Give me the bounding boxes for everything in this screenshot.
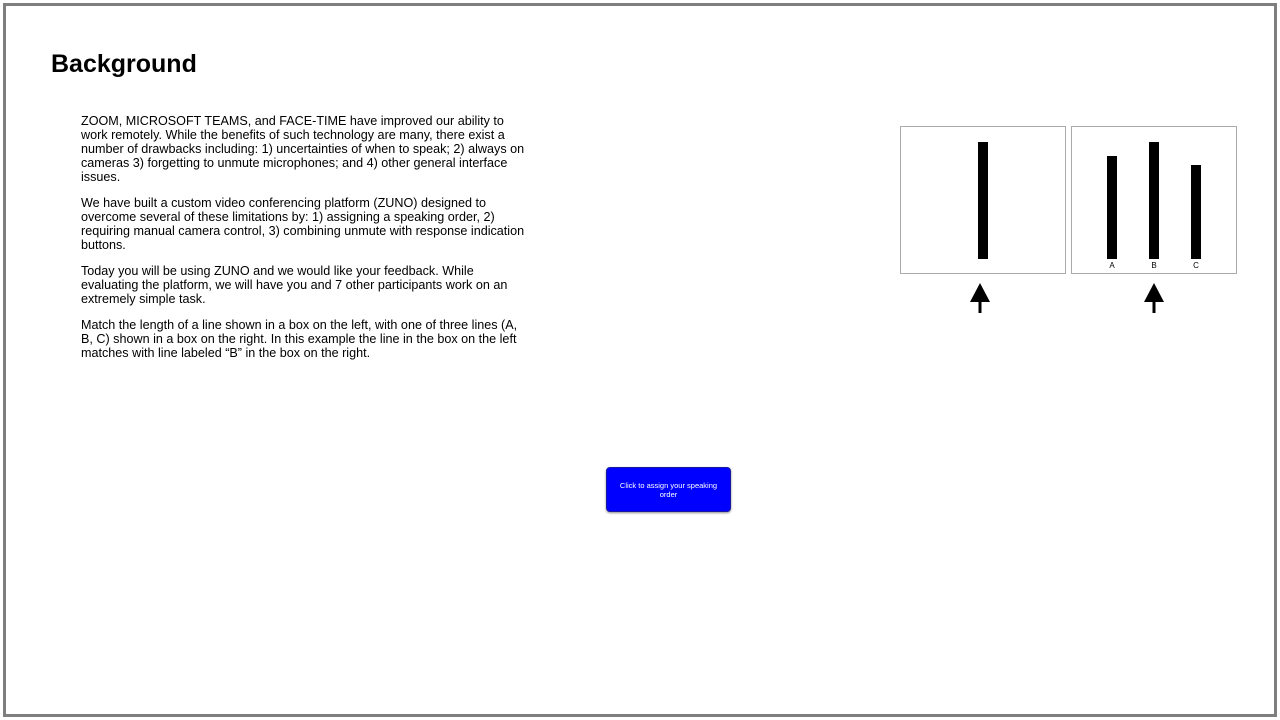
paragraph-task: Match the length of a line shown in a box on the left, with one of three lines (A, B, C) shown in a box on the right. In this example the line in the box on the left matches with line labeled “B” in the box on the right. [81,318,518,360]
paragraph-feedback: Today you will be using ZUNO and we would like your feedback. While evaluating the platform, we will have you and 7 other participants work on an extremely simple task. [81,264,508,306]
reference-box [901,127,1066,274]
reference-line [978,142,988,259]
paragraph-intro: ZOOM, MICROSOFT TEAMS, and FACE-TIME have improved our ability to work remotely. While the benefits of such technology are many, there exist a number of drawbacks including: 1) uncertainties of when to speak; 2) always on cameras 3) forgetting to unmute microphones; and 4) other general interface issues. [81,114,525,184]
page-title: Background [51,50,197,78]
comparison-line-a [1107,156,1117,259]
comparison-box [1072,127,1237,274]
slide-frame [3,3,1277,717]
line-label-c: C [1193,261,1199,270]
paragraph-zuno: We have built a custom video conferencing platform (ZUNO) designed to overcome several of these limitations by: 1) assigning a speaking order, 2) requiring manual camera control, 3) combining unmute with response indication buttons. [81,196,525,252]
assign-speaking-order-button[interactable]: Click to assign your speaking order [606,467,731,512]
arrow-up-icon [1144,283,1164,313]
line-label-a: A [1109,261,1115,270]
line-label-b: B [1151,261,1157,270]
comparison-line-c [1191,165,1201,259]
comparison-line-b [1149,142,1159,259]
instructions-text [81,114,526,372]
arrow-up-icon [970,283,990,313]
